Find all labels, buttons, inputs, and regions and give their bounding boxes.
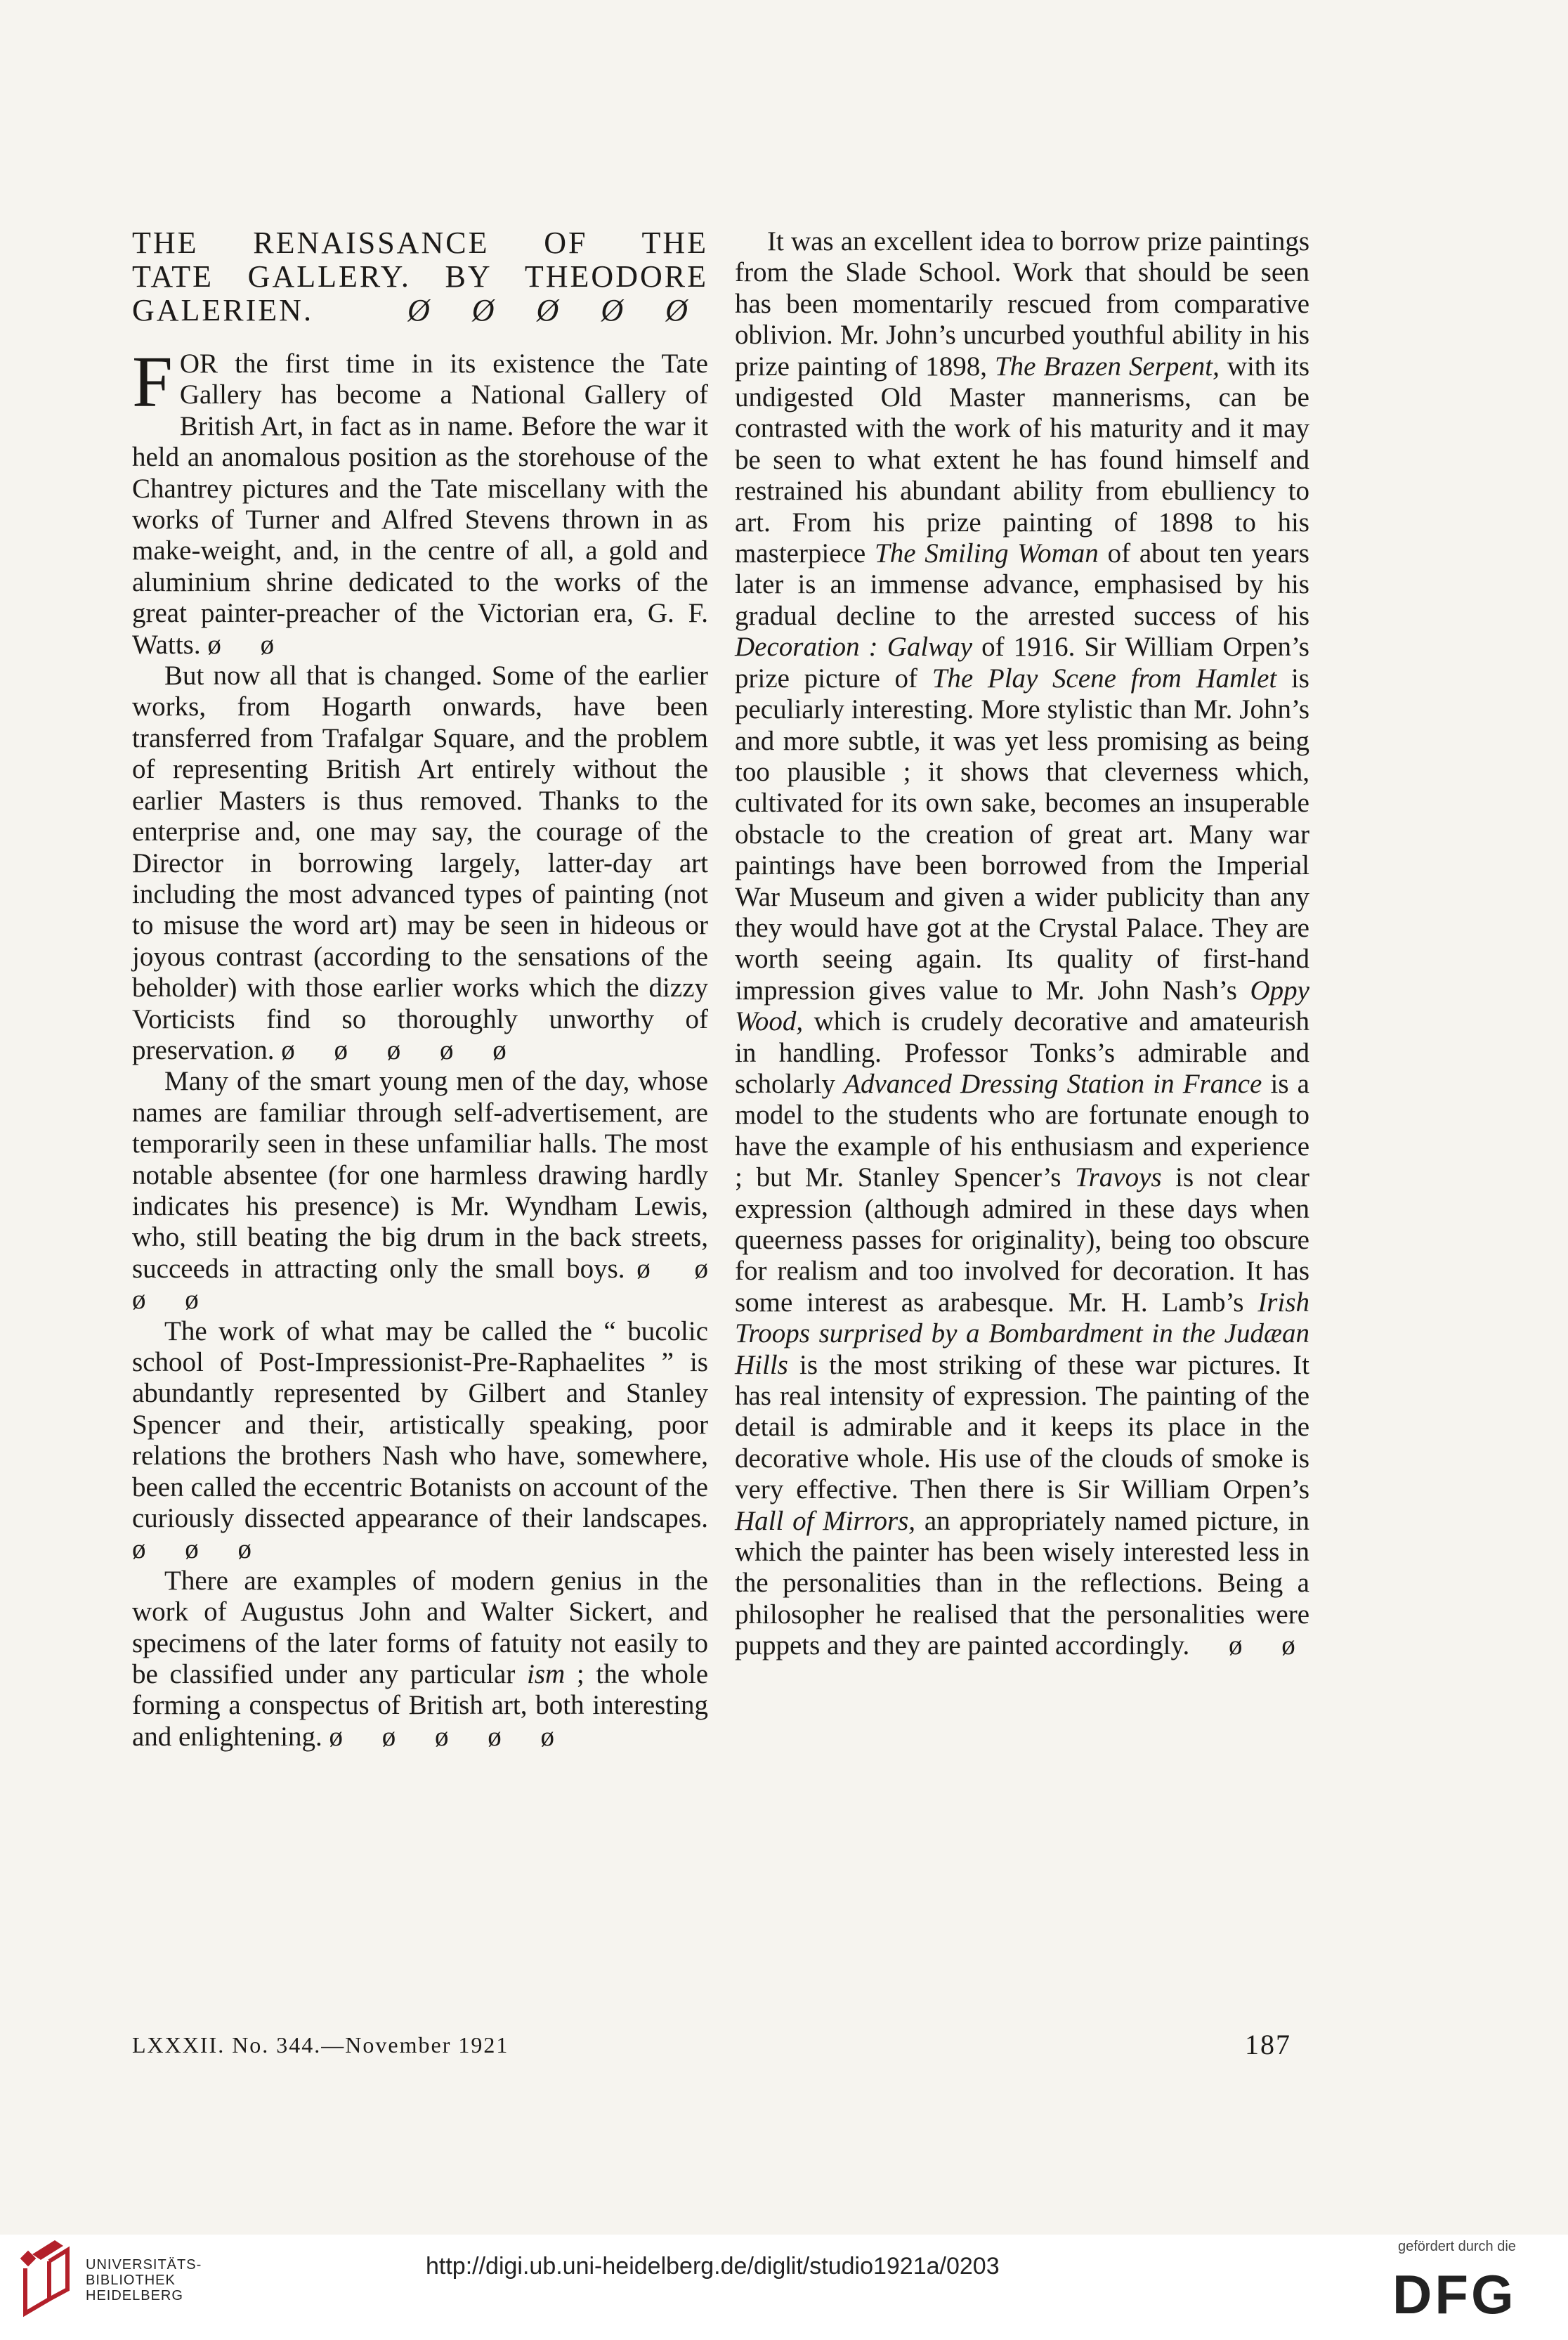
paragraph-ornaments: ø ø bbox=[1189, 1630, 1295, 1661]
italic-ism: ism bbox=[527, 1659, 566, 1690]
paragraph-4: The work of what may be called the “ bucolic school of Post-Impressionist-Pre-Raphaelites ” is abundantly represented by Gilbert and Stanley Spencer and their, artistically speaking, poor relations the brothers Nash who have, somewhere, been called the eccentric Botanists on account of the curiously dissected appearance of their landscapes. ø ø ø bbox=[132, 1315, 708, 1565]
text-segment: which is crudely decorative and amateurish in handling. Professor Tonks’s admirable and scholarly bbox=[735, 1006, 1309, 1099]
italic-artwork-title: Advanced Dressing Station in France bbox=[844, 1068, 1262, 1099]
text-segment: is the most striking of these war pictures. It has real intensity of expression. The painting of the detail is admirable and it keeps its place in the decorative whole. His use of the clouds of smoke is very effective. Then there is Sir William Orpen’s bbox=[735, 1349, 1309, 1505]
dfg-logo: DFG bbox=[1392, 2263, 1517, 2325]
text-segment: is peculiarly interesting. More stylistic than Mr. John’s and more subtle, it was yet less promising as being too plausible ; it shows that cleverness which, cultivated for its own sake, becomes an insuperable obstacle to the creation of great art. Many war paintings have been borrowed from the Imperial War Museum and given a wider publicity than any they would have got at the Crystal Palace. They are worth seeing again. Its quality of first-hand impression gives value to Mr. John Nash’s bbox=[735, 663, 1309, 1006]
paragraph-ornaments: ø ø ø bbox=[132, 1534, 251, 1565]
italic-artwork-title: The Smiling Woman bbox=[875, 538, 1099, 569]
paragraph-ornaments: ø ø bbox=[207, 629, 275, 660]
university-library-logo-icon bbox=[18, 2240, 74, 2318]
paragraph-ornaments: ø ø ø ø bbox=[132, 1253, 709, 1315]
paragraph-5: There are examples of modern genius in the work of Augustus John and Walter Sickert, and specimens of the later forms of fatuity not easily to be classified under any particular ism ; the whole forming a conspectus of British art, both interesting and enlightening. ø ø ø ø ø bbox=[132, 1565, 709, 1752]
funding-label: gefördert durch die bbox=[1398, 2239, 1516, 2254]
italic-artwork-title: Hall of Mirrors, bbox=[735, 1505, 916, 1536]
paragraph-2: But now all that is changed. Some of the earlier works, from Hogarth onwards, have been transferred from Trafalgar Square, and the problem of representing British Art entirely without the earlier Masters is thus removed. Thanks to the enterprise and, one may say, the courage of the Director in borrowing largely, latter-day art including the most advanced types of painting (not to misuse the word art) may be seen in hideous or joyous contrast (according to the sensations of the beholder) with those earlier works which the dizzy Vorticists find so thoroughly unworthy of preservation. ø ø ø ø ø bbox=[132, 661, 708, 1065]
text-segment: with its undigested Old Master mannerisms, can be contrasted with the work of his maturity and it may be seen to what extent he has found himself and restrained his abundant ability from ebulliency to art. From his prize painting of 1898 to his masterpiece bbox=[735, 351, 1309, 569]
page-number: 187 bbox=[1245, 2029, 1291, 2060]
author-name: GALERIEN. bbox=[132, 293, 313, 327]
title-ornaments: Ø Ø Ø Ø Ø bbox=[407, 293, 688, 327]
text-segment: is not clear expression (although admired in these days when queerness passes for originality), being too obscure for realism and too involved for decoration. It has some interest as arabesque. Mr. H. Lamb’s bbox=[735, 1162, 1309, 1318]
italic-artwork-title: The Brazen Serpent, bbox=[994, 351, 1220, 382]
text-segment: It was an excellent idea to borrow prize paintings from the Slade School. Work that should be seen has been momentarily rescued from comparative oblivion. Mr. John’s uncurbed youthful ability in his prize painting of 1898, bbox=[735, 226, 1309, 382]
paragraph-6 bbox=[735, 226, 1309, 1662]
italic-artwork-title: Oppy Wood, bbox=[735, 975, 1309, 1037]
source-url-link[interactable]: http://digi.ub.uni-heidelberg.de/diglit/studio1921a/0203 bbox=[426, 2253, 1000, 2280]
text-segment: is a model to the students who are fortunate enough to have the example of his enthusiasm and experience ; but Mr. Stanley Spencer’s bbox=[735, 1068, 1309, 1193]
italic-artwork-title: The Play Scene from Hamlet bbox=[932, 663, 1277, 694]
left-column bbox=[132, 226, 708, 1753]
text-segment: of 1916. Sir William Orpen’s prize picture of bbox=[735, 632, 1309, 694]
italic-artwork-title: Travoys bbox=[1075, 1162, 1162, 1193]
library-name: UNIVERSITÄTS- BIBLIOTHEK HEIDELBERG bbox=[86, 2257, 202, 2303]
drop-cap: F bbox=[132, 342, 173, 422]
text-segment: an appropriately named picture, in which the painter has been wisely interested less in the personalities than in the reflections. Being a philosopher he realised that the personalities were puppets and they are painted accordingly. bbox=[735, 1505, 1309, 1661]
paragraph-1: FOR the first time in its existence the Tate Gallery has become a National Gallery of British Art, in fact as in name. Before the war it held an anomalous position as the storehouse of the Chantrey pictures and the Tate miscellany with the works of Turner and Alfred Stevens thrown in as make-weight, and, in the centre of all, a gold and aluminium shrine dedicated to the works of the great painter-preacher of the Victorian era, G. F. Watts. ø ø bbox=[132, 342, 708, 660]
digitization-banner bbox=[0, 2235, 1568, 2340]
page-footer bbox=[132, 2028, 1309, 2070]
article-title-line-3 bbox=[132, 294, 708, 327]
italic-artwork-title: Decoration : Galway bbox=[735, 632, 973, 663]
paragraph-ornaments: ø ø ø ø ø bbox=[329, 1721, 555, 1752]
ornament: Ø bbox=[407, 293, 430, 327]
paragraph-ornaments: ø ø ø ø ø bbox=[281, 1034, 507, 1065]
issue-line: LXXXII. No. 344.—November 1921 bbox=[132, 2032, 509, 2058]
paragraph-3: Many of the smart young men of the day, whose names are familiar through self-advertisement, are temporarily seen in these unfamiliar halls. The most notable absentee (for one harmless drawing hardly indicates his presence) is Mr. Wyndham Lewis, who, still beating the big drum in the back streets, succeeds in attracting only the small boys. ø ø ø ø bbox=[132, 1066, 709, 1315]
article-title-line-1: THE RENAISSANCE OF THE bbox=[132, 226, 708, 260]
italic-artwork-title: Irish Troops surprised by a Bombardment in the Judæan Hills bbox=[735, 1287, 1309, 1380]
right-column bbox=[735, 226, 1309, 1662]
text-segment: of about ten years later is an immense advance, emphasised by his gradual decline to the arrested success of his bbox=[735, 538, 1309, 631]
article-title-line-2: TATE GALLERY. BY THEODORE bbox=[132, 259, 708, 294]
